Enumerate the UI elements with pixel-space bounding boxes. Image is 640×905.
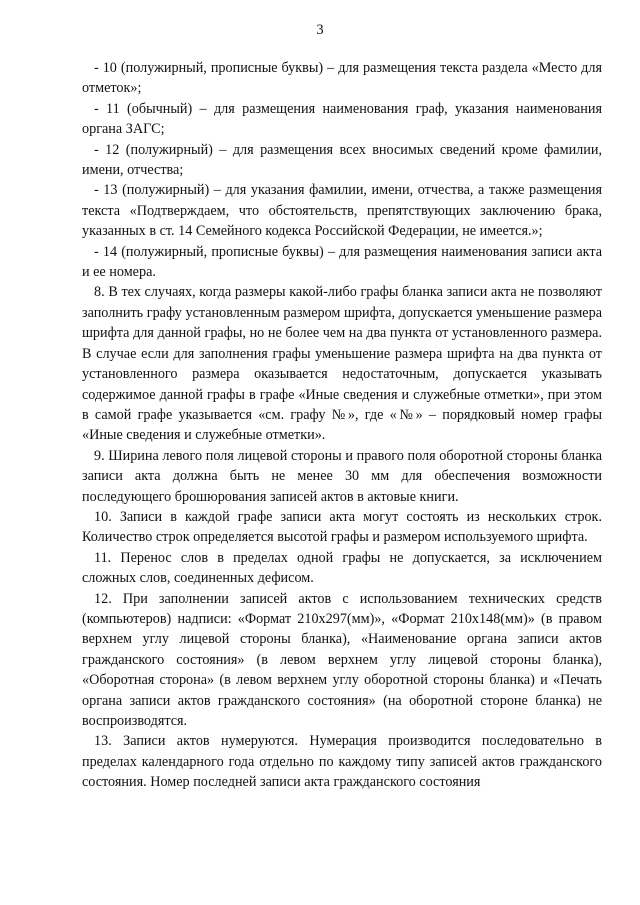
font-size-item-14: - 14 (полужирный, прописные буквы) – для размещения наименования записи акта и ее номера. [82, 243, 602, 281]
clause-8: 8. В тех случаях, когда размеры какой-либо графы бланка записи акта не позволяют заполнить графу установленным размером шрифта, допускается уменьшение размера шрифта для данной графы, но не более чем на два пункта от установленного размера. В случае если для заполнения графы уменьшение размера шрифта на два пункта от установленного размера оказывается недостаточным, допускается указывать содержимое данной графы в графе «Иные сведения и служебные отметки», при этом в самой графе указывается «см. графу №», где «№» – порядковый номер графы «Иные сведения и служебные отметки». [82, 284, 602, 444]
clause-12: 12. При заполнении записей актов с использованием технических средств (компьютеров) надписи: «Формат 210х297(мм)», «Формат 210х148(мм)» (в правом верхнем углу лицевой стороны бланка), «Наименование органа записи актов гражданского состояния» (в левом верхнем углу лицевой стороны бланка), «Оборотная сторона» (в левом верхнем углу оборотной стороны бланка) и «Печать органа записи актов гражданского состояния» (на оборотной стороне бланка) не воспроизводятся. [82, 590, 602, 729]
font-size-item-12: - 12 (полужирный) – для размещения всех вносимых сведений кроме фамилии, имени, отчества; [82, 141, 602, 179]
page-number: 3 [316, 22, 324, 38]
font-size-item-11: - 11 (обычный) – для размещения наименования граф, указания наименования органа ЗАГС; [82, 100, 602, 138]
document-body [82, 58, 602, 793]
clause-13: 13. Записи актов нумеруются. Нумерация производится последовательно в пределах календарного года отдельно по каждому типу записей актов гражданского состояния. Номер последней записи акта гражданского состояния [82, 733, 602, 791]
clause-11: 11. Перенос слов в пределах одной графы не допускается, за исключением сложных слов, соединенных дефисом. [82, 549, 602, 587]
clause-10: 10. Записи в каждой графе записи акта могут состоять из нескольких строк. Количество строк определяется высотой графы и размером используемого шрифта. [82, 508, 602, 546]
font-size-item-10: - 10 (полужирный, прописные буквы) – для размещения текста раздела «Место для отметок»; [82, 60, 602, 97]
clause-9: 9. Ширина левого поля лицевой стороны и правого поля оборотной стороны бланка записи акта должна быть не менее 30 мм для обеспечения возможности последующего брошюрования записей актов в актовые книги. [82, 447, 602, 505]
font-size-item-13: - 13 (полужирный) – для указания фамилии, имени, отчества, а также размещения текста «Подтверждаем, что обстоятельств, препятствующих заключению брака, указанных в ст. 14 Семейного кодекса Российской Федерации, не имеется.»; [82, 182, 602, 240]
